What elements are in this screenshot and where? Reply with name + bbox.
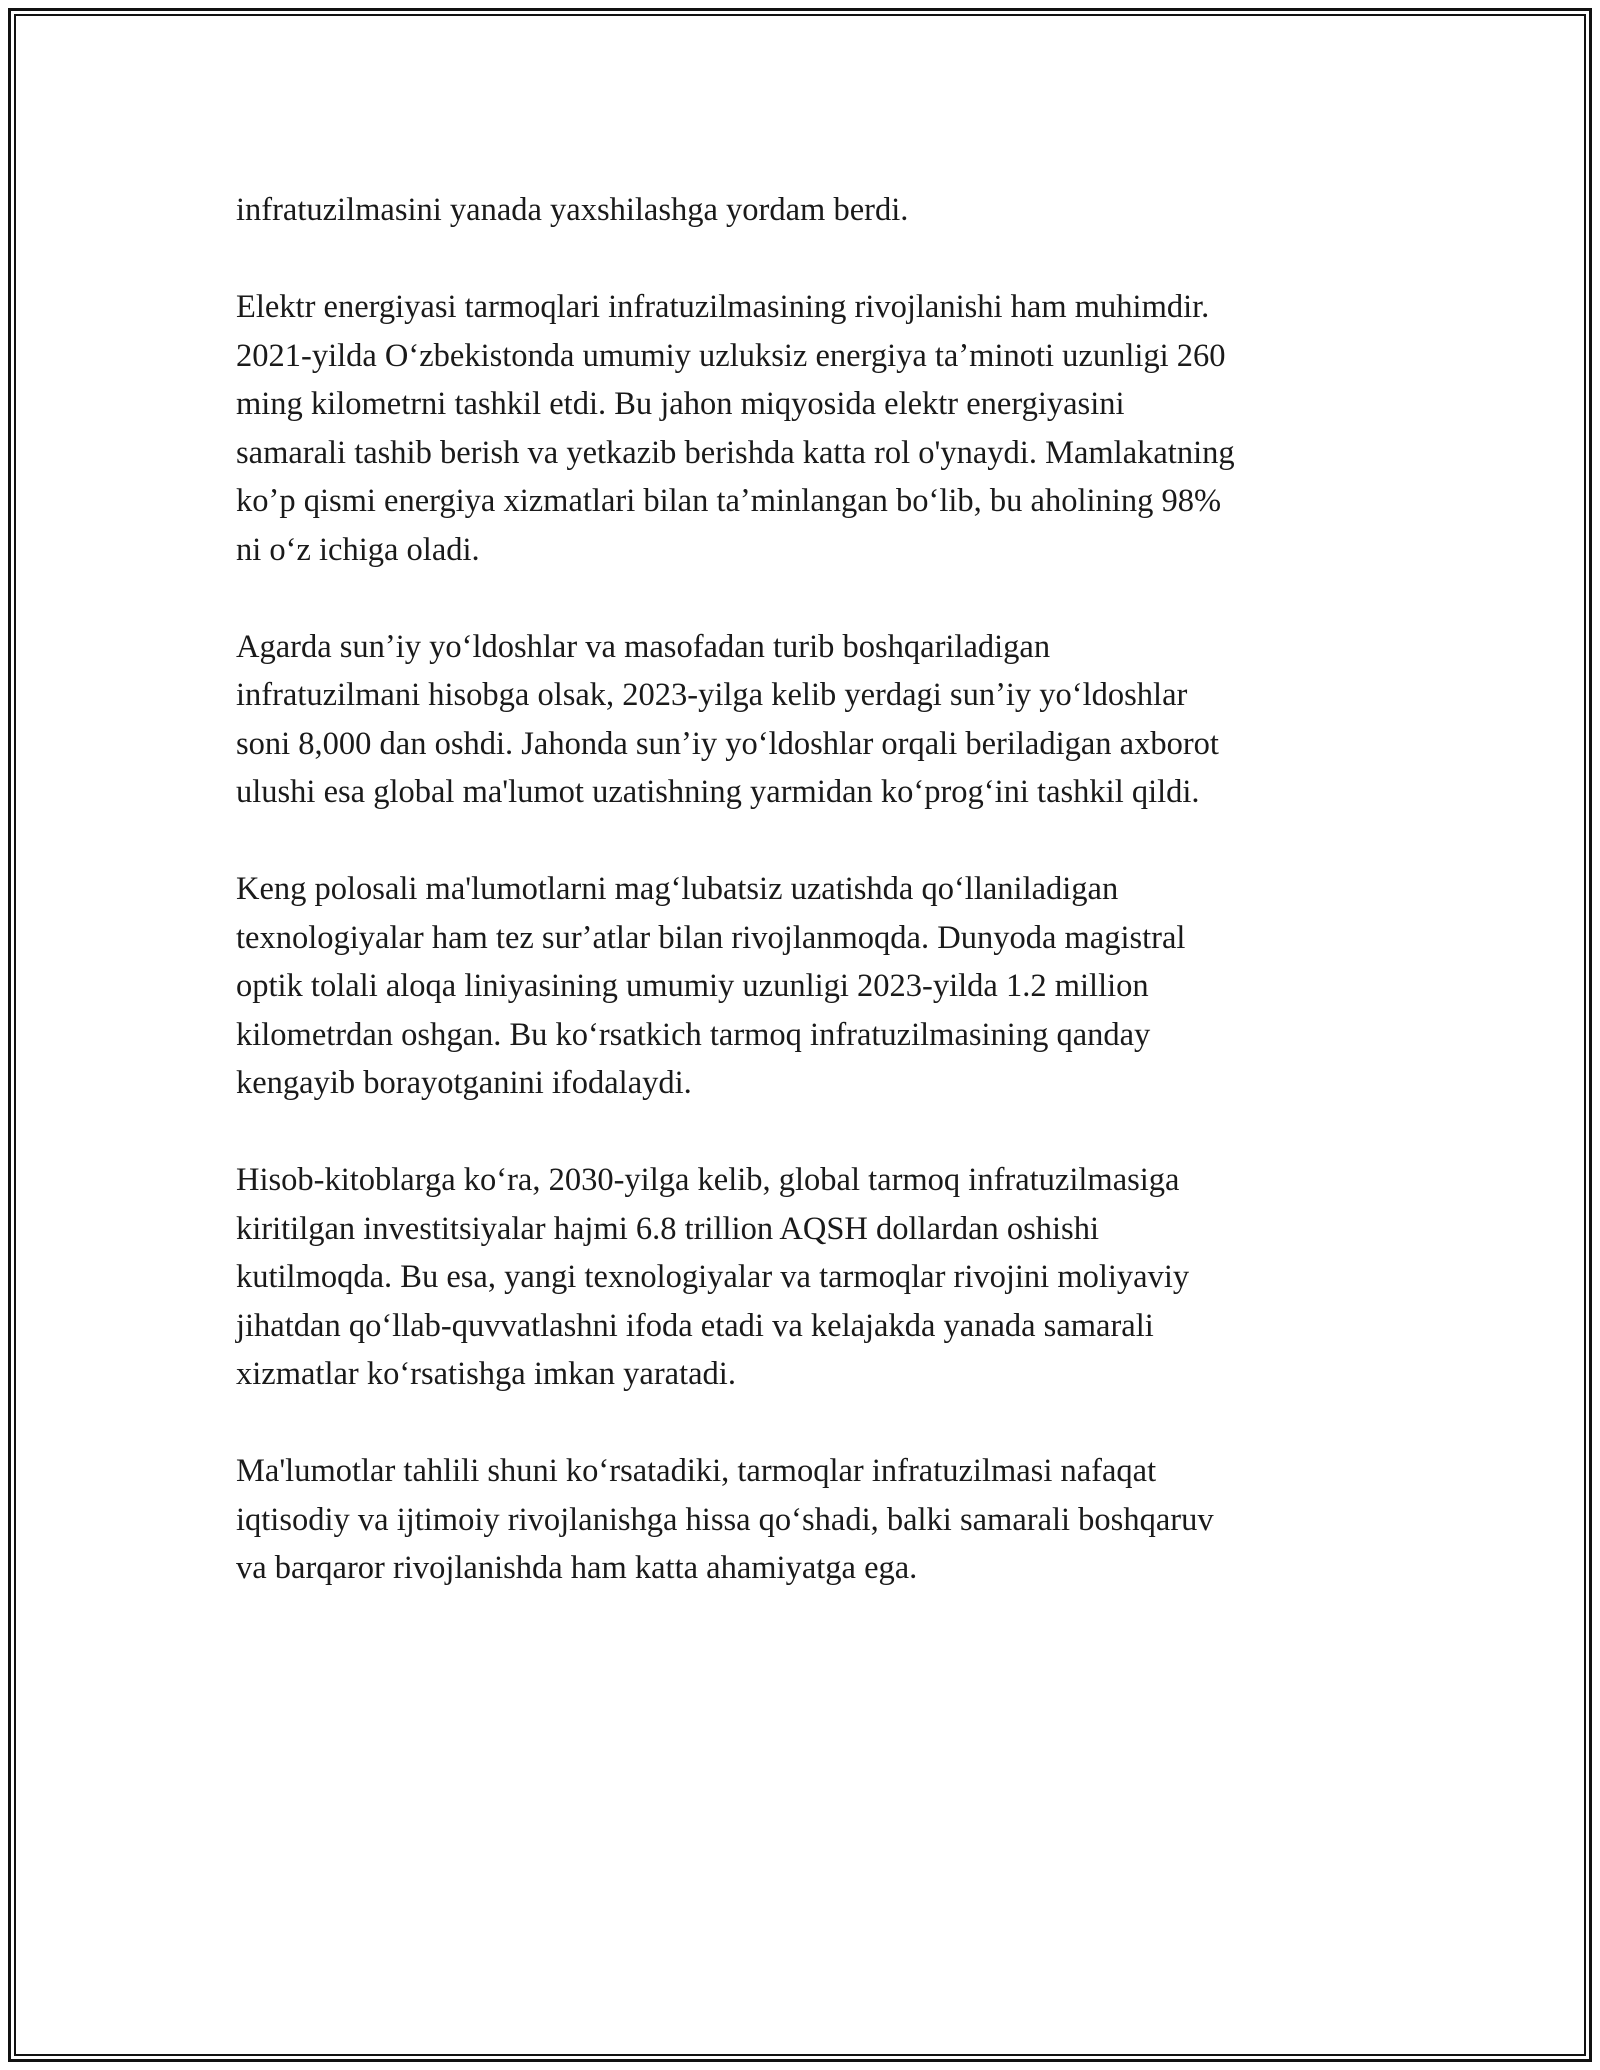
paragraph-broadband: Keng polosali ma'lumotlarni magʻlubatsiz uzatishda qoʻllaniladigan texnologiyalar ham tez surʼatlar bilan rivojlanmoqda. Dunyoda magistral optik tolali aloqa liniyasining umumiy uzunligi 2023-yilda 1.2 million kilometrdan oshgan. Bu koʻrsatkich tarmoq infratuzilmasining qanday kengayib borayotganini ifodalaydi. xyxy=(236,871,1186,1101)
paragraph-continuation: infratuzilmasini yanada yaxshilashga yordam berdi. xyxy=(236,192,909,228)
paragraph-investments: Hisob-kitoblarga koʻra, 2030-yilga kelib, global tarmoq infratuzilmasiga kiritilgan investitsiyalar hajmi 6.8 trillion AQSH dollardan oshishi kutilmoqda. Bu esa, yangi texnologiyalar va tarmoqlar rivojini moliyaviy jihatdan qoʻllab-quvvatlashni ifoda etadi va kelajakda yanada samarali xizmatlar koʻrsatishga imkan yaratadi. xyxy=(236,1162,1190,1392)
document-body xyxy=(236,186,1366,1641)
paragraph-conclusion: Ma'lumotlar tahlili shuni koʻrsatadiki, tarmoqlar infratuzilmasi nafaqat iqtisodiy va ijtimoiy rivojlanishga hissa qoʻshadi, balki samarali boshqaruv va barqaror rivojlanishda ham katta ahamiyatga ega. xyxy=(236,1453,1214,1586)
paragraph-electric-grid: Elektr energiyasi tarmoqlari infratuzilmasining rivojlanishi ham muhimdir. 2021-yilda Oʻzbekistonda umumiy uzluksiz energiya taʼminoti uzunligi 260 ming kilometrni tashkil etdi. Bu jahon miqyosida elektr energiyasini samarali tashib berish va yetkazib berishda katta rol o'ynaydi. Mamlakatning koʼp qismi energiya xizmatlari bilan taʼminlangan boʻlib, bu aholining 98% ni oʻz ichiga oladi. xyxy=(236,289,1235,568)
paragraph-satellites: Agarda sunʼiy yoʻldoshlar va masofadan turib boshqariladigan infratuzilmani hisobga olsak, 2023-yilga kelib yerdagi sunʼiy yoʻldoshlar soni 8,000 dan oshdi. Jahonda sunʼiy yoʻldoshlar orqali beriladigan axborot ulushi esa global ma'lumot uzatishning yarmidan koʻprogʻini tashkil qildi. xyxy=(236,628,1219,810)
